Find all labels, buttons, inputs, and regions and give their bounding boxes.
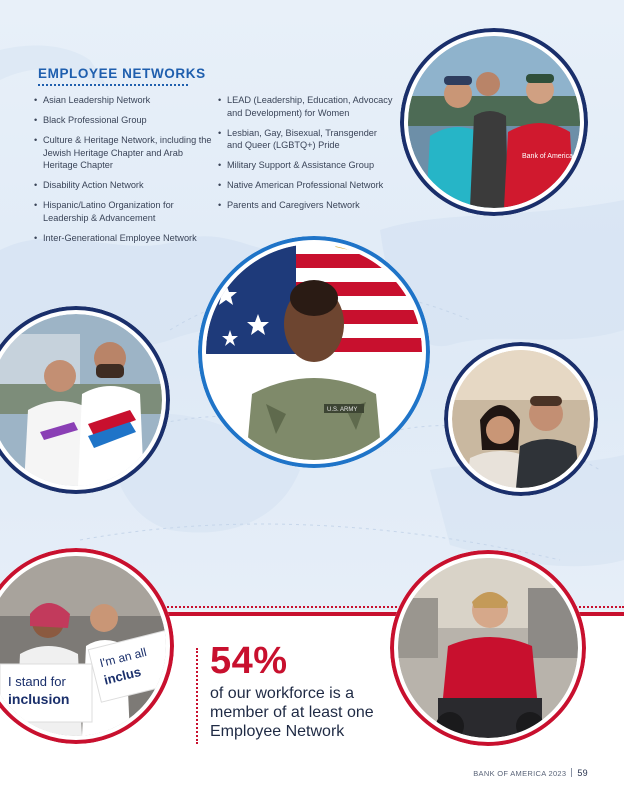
- shirt-logo: Bank of America: [522, 153, 573, 160]
- network-list-column-2: [218, 94, 394, 219]
- list-item: • Lesbian, Gay, Bisexual, Transgender and Queer (LGBTQ+) Pride: [218, 127, 394, 152]
- photo-army-officer: [198, 236, 430, 468]
- stat-divider: [196, 648, 198, 744]
- list-item: • Military Support & Assistance Group: [218, 159, 394, 172]
- list-item: • Inter-Generational Employee Network: [34, 232, 212, 245]
- list-item: • Hispanic/Latino Organization for Leadership & Advancement: [34, 199, 212, 224]
- photo-employee-wheelchair: [390, 550, 586, 746]
- list-item: • Parents and Caregivers Network: [218, 199, 394, 212]
- photo-frame-ring: [198, 236, 430, 468]
- sign-text: inclusion: [8, 691, 70, 707]
- list-item: • Culture & Heritage Network, including the Jewish Heritage Chapter and Arab Heritage Chapter: [34, 134, 212, 172]
- list-item: • Asian Leadership Network: [34, 94, 212, 107]
- list-item: • Native American Professional Network: [218, 179, 394, 192]
- sign-text: I stand for: [8, 674, 66, 689]
- footer-brand: BANK OF AMERICA 2023: [473, 769, 567, 778]
- sign-text: inclus: [102, 663, 143, 688]
- photo-frame-ring: [444, 342, 598, 496]
- network-list-column-1: [34, 94, 212, 252]
- photo-group-three-men: [400, 28, 588, 216]
- list-item: • Disability Action Network: [34, 179, 212, 192]
- list-item: • Black Professional Group: [34, 114, 212, 127]
- photo-frame-ring: [400, 28, 588, 216]
- stat-value: 54%: [210, 640, 288, 682]
- sign-text: I'm an all: [98, 645, 148, 671]
- uniform-tag: U.S. ARMY: [327, 407, 358, 413]
- stat-description: of our workforce is a member of at least one Employee Network: [210, 685, 374, 740]
- page-footer: [473, 768, 588, 778]
- footer-separator: [571, 768, 572, 777]
- list-item: • LEAD (Leadership, Education, Advocacy and Development) for Women: [218, 94, 394, 119]
- photo-couple: [444, 342, 598, 496]
- section-heading: EMPLOYEE NETWORKS: [38, 66, 206, 81]
- heading-underline: [38, 84, 188, 86]
- page-number: 59: [577, 768, 588, 778]
- photo-frame-ring: [390, 550, 586, 746]
